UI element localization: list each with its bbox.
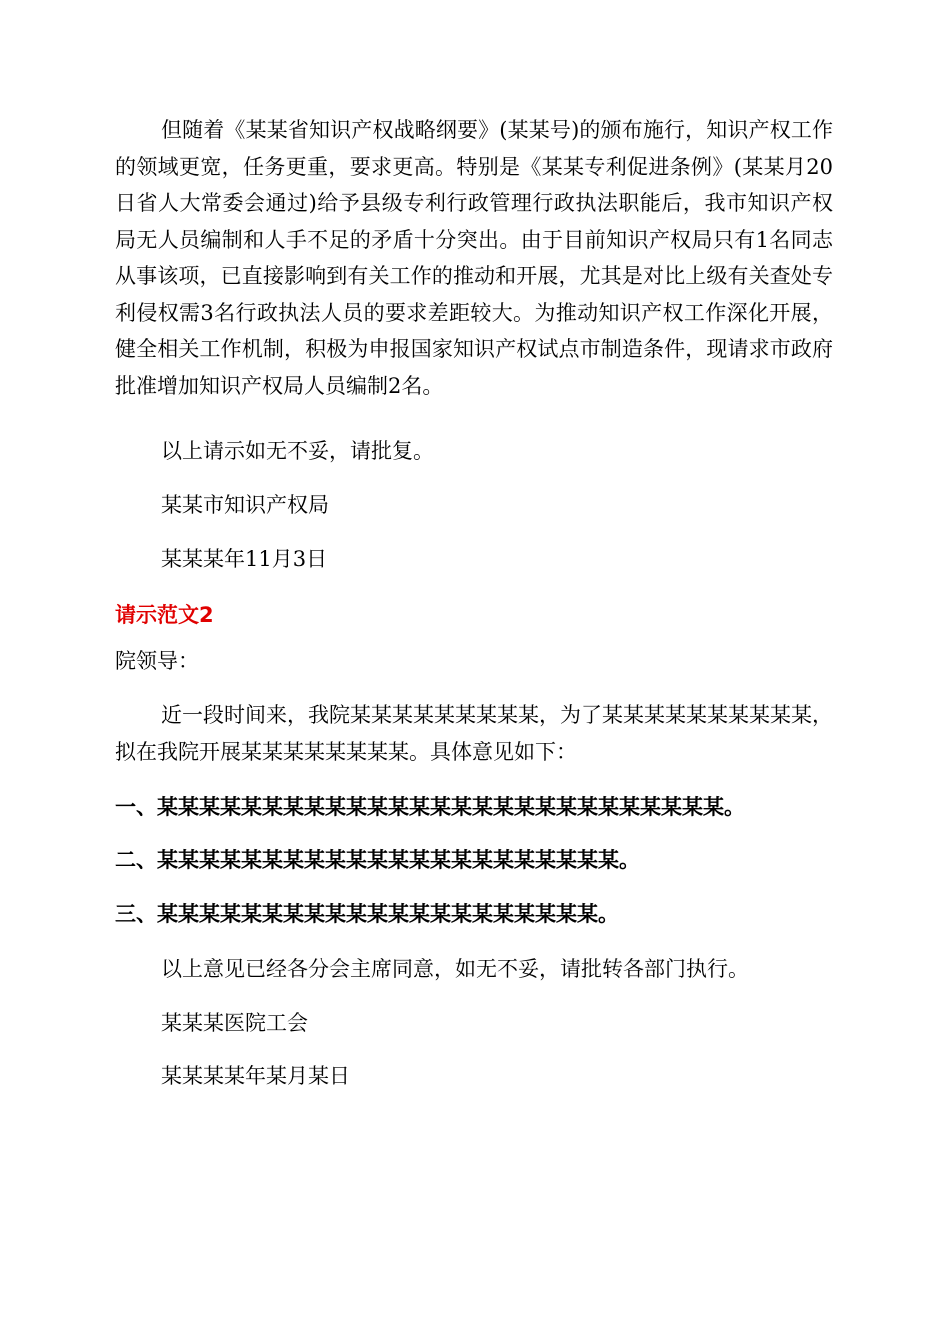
list-item-3: 三、某某某某某某某某某某某某某某某某某某某某某。	[115, 901, 619, 926]
closing-line-2: 以上意见已经各分会主席同意，如无不妥，请批转各部门执行。	[161, 957, 749, 981]
signature-org: 某某市知识产权局	[161, 493, 329, 517]
closing-line: 以上请示如无不妥，请批复。	[161, 439, 434, 463]
salutation: 院领导：	[115, 649, 199, 673]
list-item-1: 一、某某某某某某某某某某某某某某某某某某某某某某某某某某某。	[115, 794, 745, 819]
signature-org-2: 某某某医院工会	[161, 1011, 308, 1035]
signature-date: 某某某年11月3日	[161, 547, 328, 571]
signature-date-2: 某某某某年某月某日	[161, 1064, 350, 1088]
intro-paragraph: 近一段时间来，我院某某某某某某某某某，为了某某某某某某某某某某，拟在我院开展某某某某某某某某。具体意见如下：	[115, 703, 833, 764]
list-item-2: 二、某某某某某某某某某某某某某某某某某某某某某某。	[115, 847, 640, 872]
body-paragraph: 但随着《某某省知识产权战略纲要》(某某号)的颁布施行，知识产权工作的领域更宽，任务更重，要求更高。特别是《某某专利促进条例》(某某月20日省人大常委会通过)给予县级专利行政管理行政执法职能后，我市知识产权局无人员编制和人手不足的矛盾十分突出。由于目前知识产权局只有1名同志从事该项，已直接影响到有关工作的推动和开展，尤其是对比上级有关查处专利侵权需3名行政执法人员的要求差距较大。为推动知识产权工作深化开展，健全相关工作机制，积极为申报国家知识产权试点市制造条件，现请求市政府批准增加知识产权局人员编制2名。	[115, 118, 833, 398]
section-heading: 请示范文2	[115, 603, 214, 627]
